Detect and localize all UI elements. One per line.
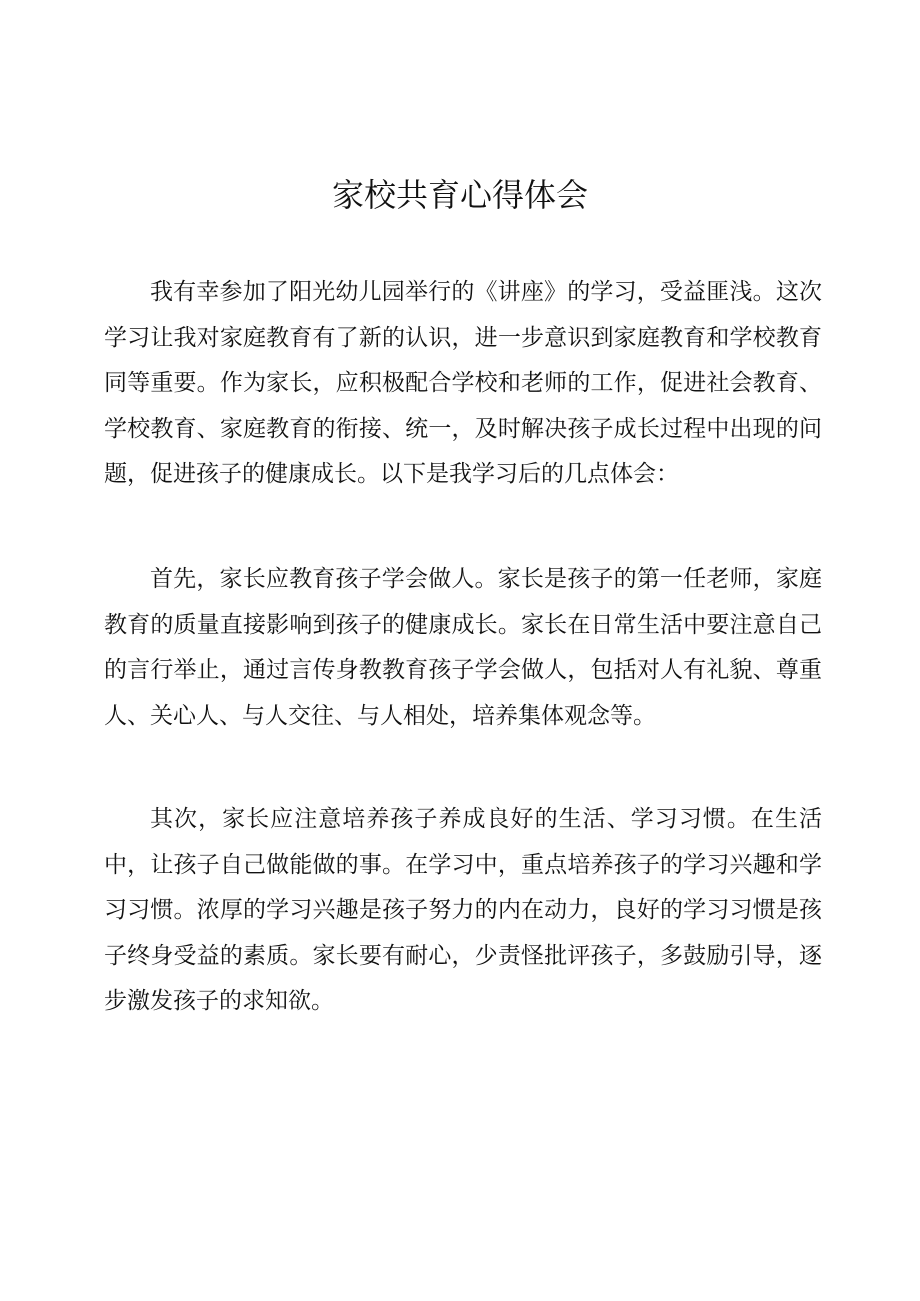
document-title: 家校共育心得体会 [331,176,588,214]
paragraph-second-point: 其次，家长应注意培养孩子养成良好的生活、学习习惯。在生活中，让孩子自己做能做的事。在学习中，重点培养孩子的学习兴趣和学习习惯。浓厚的学习兴趣是孩子努力的内在动力，良好的学习习惯是孩子终身受益的素质。家长要有耐心，少责怪批评孩子，多鼓励引导，逐步激发孩子的求知欲。 [104,806,822,1015]
paragraph-intro: 我有幸参加了阳光幼儿园举行的《讲座》的学习，受益匪浅。这次学习让我对家庭教育有了新的认识，进一步意识到家庭教育和学校教育同等重要。作为家长，应积极配合学校和老师的工作，促进社会教育、学校教育、家庭教育的衔接、统一，及时解决孩子成长过程中出现的问题，促进孩子的健康成长。以下是我学习后的几点体会： [104,279,822,488]
paragraph-first-point: 首先，家长应教育孩子学会做人。家长是孩子的第一任老师，家庭教育的质量直接影响到孩子的健康成长。家长在日常生活中要注意自己的言行举止，通过言传身教教育孩子学会做人，包括对人有礼貌、尊重人、关心人、与人交往、与人相处，培养集体观念等。 [104,566,822,729]
